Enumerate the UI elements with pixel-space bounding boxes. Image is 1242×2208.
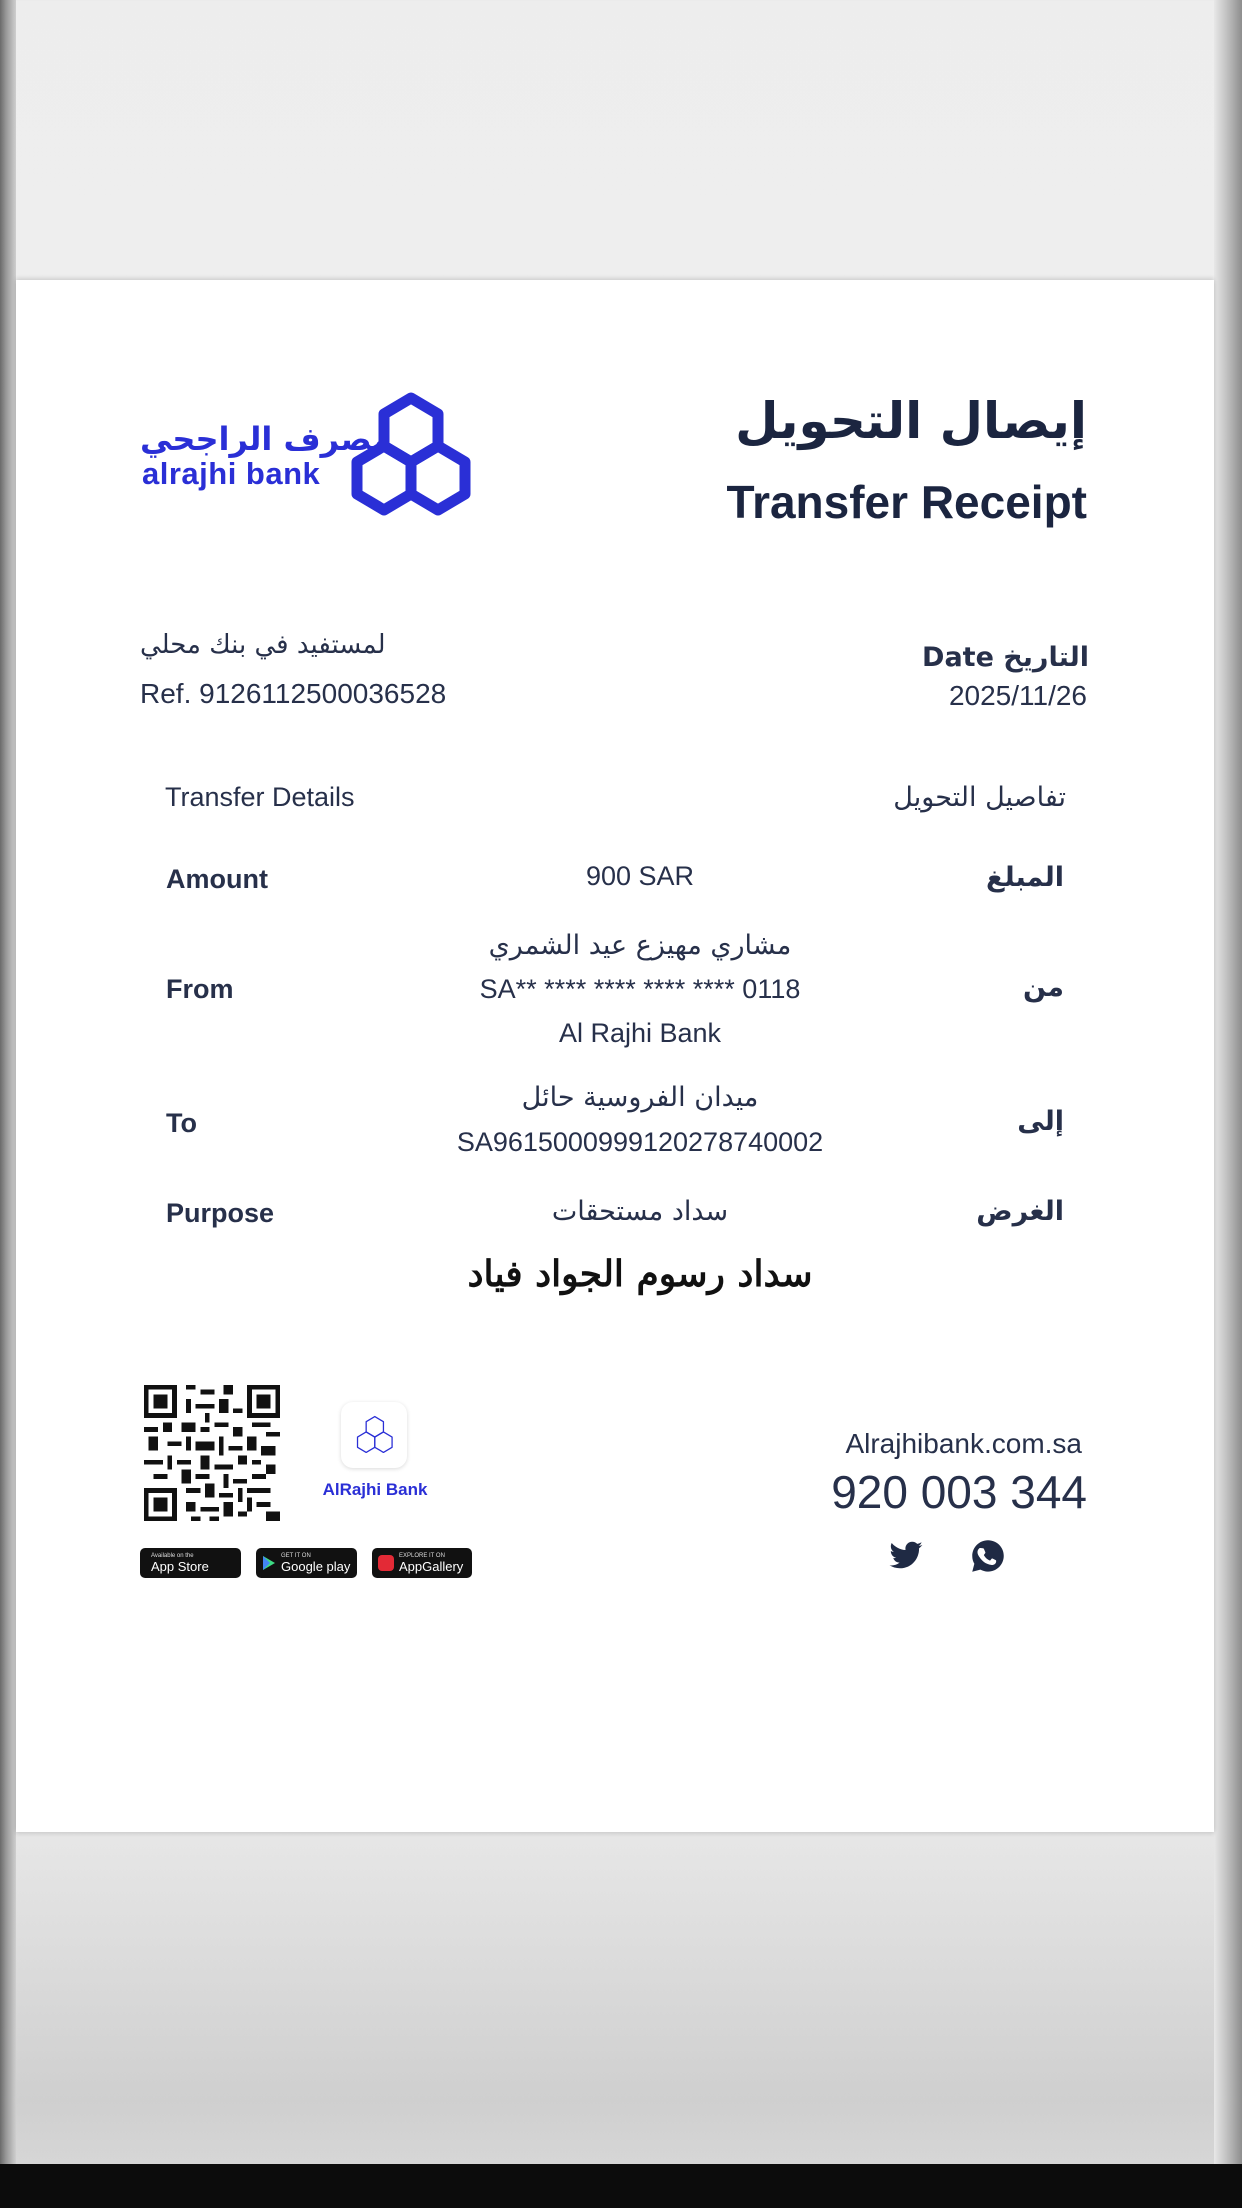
google-play-big: Google play [281,1558,351,1574]
app-name: AlRajhi Bank [322,1480,428,1499]
purpose-value: سداد مستحقات [551,1196,729,1227]
purpose-label: Purpose [166,1198,275,1228]
sender-bank: Al Rajhi Bank [558,1018,722,1048]
section-title-english: Transfer Details [165,782,355,812]
from-label-arabic: من [1022,972,1064,1003]
purpose-label-arabic: الغرض [976,1196,1064,1227]
to-label: To [166,1108,197,1138]
google-play-icon [262,1555,276,1571]
section-title-arabic: تفاصيل التحويل [893,782,1066,813]
app-store-big: App Store [151,1558,209,1574]
whatsapp-icon[interactable] [970,1538,1006,1574]
to-label-arabic: إلى [1017,1106,1064,1137]
appgallery-badge[interactable] [372,1548,472,1578]
bottom-black-bar [0,2164,1242,2208]
transfer-receipt [16,280,1214,1832]
title-english: Transfer Receipt [726,476,1087,528]
google-play-small: GET IT ON [281,1552,311,1559]
from-label: From [166,974,234,1004]
beneficiary-type: لمستفيد في بنك محلي [140,630,386,660]
title-arabic: إيصال التحويل [735,392,1087,450]
alrajhi-logo-icon [346,390,476,520]
sender-account: SA** **** **** **** **** 0118 [479,974,801,1004]
reference-number: Ref. 9126112500036528 [140,678,447,709]
screen-edge-left [0,0,16,2164]
huawei-icon [378,1555,394,1571]
website-link[interactable]: Alrajhibank.com.sa [845,1428,1082,1459]
app-store-badge[interactable] [140,1548,241,1578]
qr-code-icon[interactable] [144,1385,280,1521]
beneficiary-iban: SA9615000999120278740002 [456,1127,824,1157]
amount-label-arabic: المبلغ [986,862,1064,893]
app-store-small: Available on the [151,1552,194,1559]
amount-value: 900 SAR [585,861,695,891]
logo-text-english: alrajhi bank [142,456,321,491]
sender-name: مشاري مهيزع عيد الشمري [488,930,792,961]
logo-text-arabic: مصرف الراجحي [140,420,392,458]
date-value: 2025/11/26 [948,680,1087,711]
date-label: التاريخ Date [922,642,1089,673]
appgallery-big: AppGallery [399,1558,464,1574]
phone-number[interactable]: 920 003 344 [831,1466,1087,1518]
appgallery-small: EXPLORE IT ON [399,1552,445,1559]
google-play-badge[interactable] [256,1548,357,1578]
amount-label: Amount [166,864,268,894]
handwritten-note: سداد رسوم الجواد فياد [467,1253,813,1295]
app-icon[interactable] [341,1402,407,1468]
twitter-icon[interactable] [888,1538,924,1574]
alrajhi-app-icon [341,1402,407,1468]
beneficiary-name: ميدان الفروسية حائل [521,1082,759,1113]
